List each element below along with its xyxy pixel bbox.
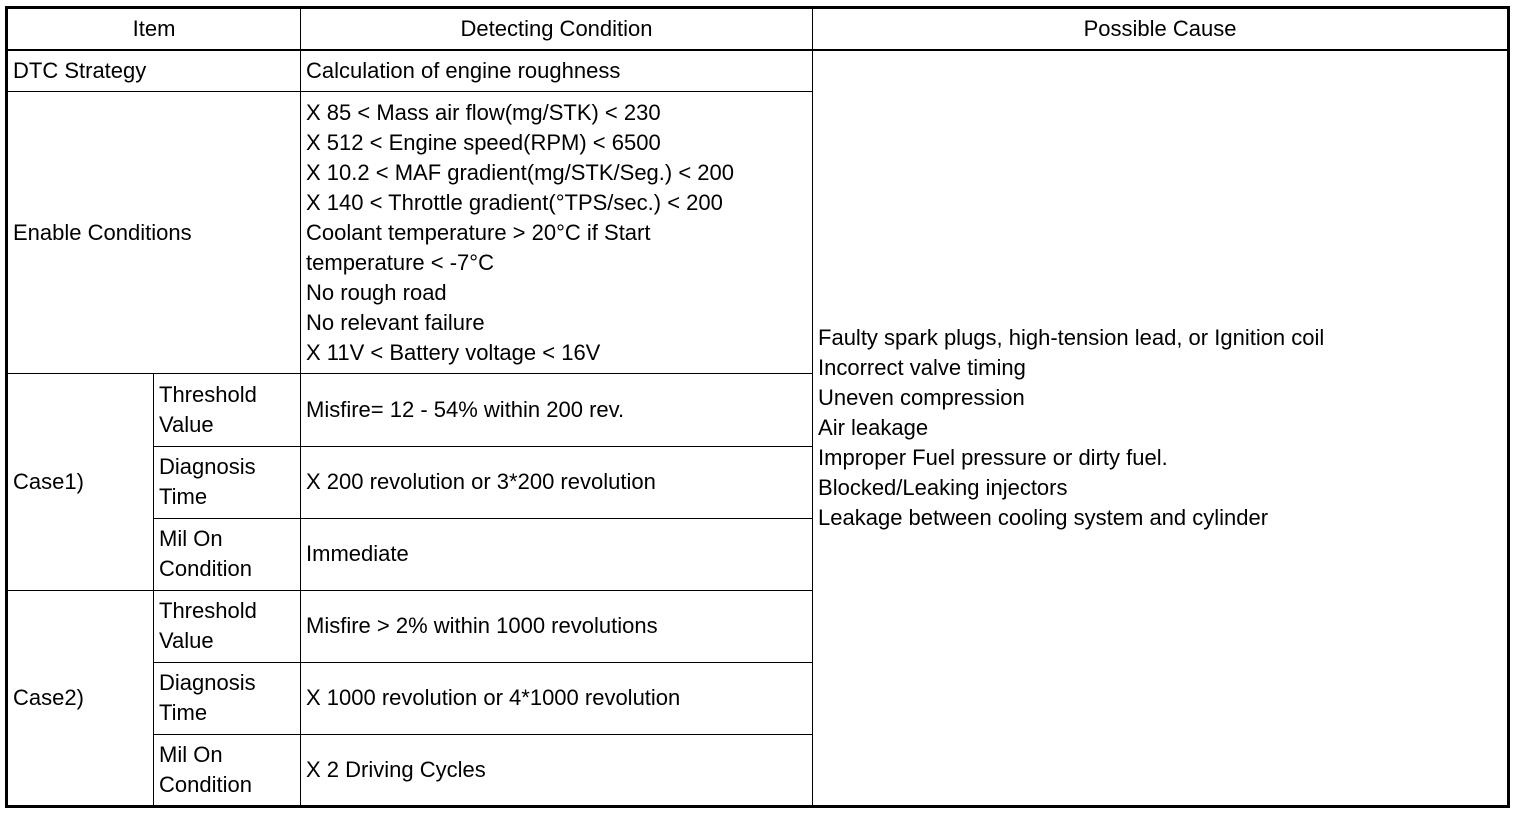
cause-line: Blocked/Leaking injectors <box>818 474 1068 500</box>
dtc-strategy-row <box>7 50 1509 92</box>
cause-line: Uneven compression <box>818 384 1025 410</box>
header-row <box>7 8 1509 50</box>
cause-line: Improper Fuel pressure or dirty fuel. <box>818 444 1168 470</box>
enable-condition-line: X 11V < Battery voltage < 16V <box>306 339 601 365</box>
header-detecting-condition: Detecting Condition <box>301 8 813 50</box>
label-line: Mil On <box>159 741 223 767</box>
case1-threshold-label <box>154 374 301 446</box>
dtc-strategy-value: Calculation of engine roughness <box>301 50 813 92</box>
label-line: Diagnosis <box>159 670 256 696</box>
case1-diagnosis-label <box>154 446 301 518</box>
enable-condition-line: X 140 < Throttle gradient(°TPS/sec.) < 200 <box>306 189 723 215</box>
enable-condition-line: X 10.2 < MAF gradient(mg/STK/Seg.) < 200 <box>306 159 735 185</box>
label-line: Threshold <box>159 598 257 624</box>
possible-cause-cell <box>813 50 1509 807</box>
label-line: Time <box>159 484 208 510</box>
enable-condition-line: No rough road <box>306 279 447 305</box>
label-line: Value <box>159 628 214 654</box>
case2-threshold-value: Misfire > 2% within 1000 revolutions <box>301 590 813 662</box>
cause-line: Air leakage <box>818 414 929 440</box>
header-item: Item <box>7 8 301 50</box>
header-possible-cause: Possible Cause <box>813 8 1509 50</box>
enable-conditions-label: Enable Conditions <box>7 92 301 374</box>
case2-mil-value: X 2 Driving Cycles <box>301 734 813 806</box>
case1-mil-label <box>154 518 301 590</box>
cause-line: Leakage between cooling system and cylinder <box>818 504 1269 530</box>
label-line: Threshold <box>159 381 257 407</box>
label-line: Diagnosis <box>159 454 256 480</box>
case2-diagnosis-label <box>154 662 301 734</box>
enable-condition-line: X 512 < Engine speed(RPM) < 6500 <box>306 129 661 155</box>
enable-conditions-value <box>301 92 813 374</box>
case1-label: Case1) <box>7 374 154 590</box>
label-line: Condition <box>159 771 252 797</box>
enable-condition-line: No relevant failure <box>306 309 485 335</box>
enable-condition-line: X 85 < Mass air flow(mg/STK) < 230 <box>306 99 661 125</box>
label-line: Time <box>159 700 208 726</box>
case2-label: Case2) <box>7 590 154 806</box>
case1-diagnosis-value: X 200 revolution or 3*200 revolution <box>301 446 813 518</box>
case2-threshold-label <box>154 590 301 662</box>
case2-diagnosis-value: X 1000 revolution or 4*1000 revolution <box>301 662 813 734</box>
dtc-strategy-label: DTC Strategy <box>7 50 301 92</box>
cause-line: Incorrect valve timing <box>818 354 1026 380</box>
label-line: Condition <box>159 556 252 582</box>
enable-condition-line: temperature < -7°C <box>306 249 494 275</box>
case2-mil-label <box>154 734 301 806</box>
case1-threshold-value: Misfire= 12 - 54% within 200 rev. <box>301 374 813 446</box>
cause-line: Faulty spark plugs, high-tension lead, or Ignition coil <box>818 324 1325 350</box>
case1-mil-value: Immediate <box>301 518 813 590</box>
label-line: Value <box>159 411 214 437</box>
enable-condition-line: Coolant temperature > 20°C if Start <box>306 219 651 245</box>
label-line: Mil On <box>159 526 223 552</box>
dtc-table <box>5 6 1510 808</box>
